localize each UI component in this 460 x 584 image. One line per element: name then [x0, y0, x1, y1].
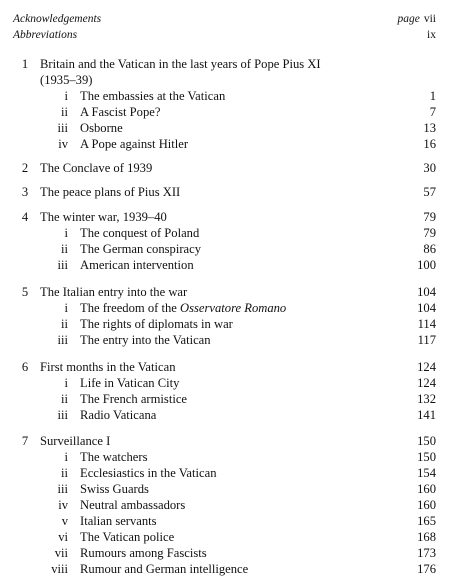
- page-number: 150: [417, 450, 436, 464]
- page-number: 104: [417, 301, 436, 315]
- section-title: Swiss Guards: [80, 482, 149, 496]
- toc-front-title: Acknowledgements: [13, 13, 102, 25]
- toc-section[interactable]: [0, 561, 460, 577]
- toc-chapter-6[interactable]: [0, 359, 460, 375]
- chapter-number: 2: [21, 161, 29, 175]
- section-numeral: i: [64, 89, 68, 103]
- page-number: 176: [417, 562, 436, 576]
- chapter-title: The winter war, 1939–40: [40, 210, 167, 224]
- section-title: A Pope against Hitler: [80, 137, 189, 151]
- section-title: Italian servants: [80, 514, 157, 528]
- page-number: 100: [417, 258, 436, 272]
- page-number: 132: [417, 392, 436, 406]
- toc-section[interactable]: [0, 449, 460, 465]
- toc-front-abbreviations[interactable]: [0, 27, 460, 43]
- toc-section[interactable]: [0, 316, 460, 332]
- chapter-number: 3: [21, 185, 29, 199]
- toc-section[interactable]: [0, 391, 460, 407]
- section-numeral: viii: [51, 562, 68, 576]
- toc-chapter-1[interactable]: [0, 56, 460, 72]
- section-title: The conquest of Poland: [80, 226, 200, 240]
- toc-section[interactable]: [0, 88, 460, 104]
- section-numeral: v: [61, 514, 68, 528]
- section-title: Life in Vatican City: [80, 376, 180, 390]
- section-title: [80, 300, 286, 316]
- section-title-prefix: The freedom of the: [80, 301, 181, 315]
- toc-chapter-5[interactable]: [0, 284, 460, 300]
- page-number: 16: [423, 137, 436, 151]
- toc-section[interactable]: [0, 225, 460, 241]
- toc-section[interactable]: [0, 136, 460, 152]
- chapter-title: Surveillance I: [40, 434, 111, 448]
- page-number: 173: [417, 546, 436, 560]
- section-numeral: ii: [61, 317, 68, 331]
- page-prefix: page: [397, 13, 420, 25]
- toc-section[interactable]: [0, 529, 460, 545]
- section-numeral: vi: [58, 530, 68, 544]
- toc-section[interactable]: [0, 120, 460, 136]
- section-title: Rumour and German intelligence: [80, 562, 249, 576]
- chapter-number: 4: [21, 210, 29, 224]
- toc-front-acknowledgements[interactable]: [0, 11, 460, 27]
- chapter-number: 1: [21, 57, 29, 71]
- toc-section[interactable]: [0, 407, 460, 423]
- toc-section[interactable]: [0, 513, 460, 529]
- section-title: American intervention: [80, 258, 194, 272]
- page-number: 150: [417, 434, 436, 448]
- page-number: 160: [417, 498, 436, 512]
- section-numeral: ii: [61, 105, 68, 119]
- section-numeral: iii: [57, 121, 68, 135]
- toc-chapter-7[interactable]: [0, 433, 460, 449]
- section-title: The Vatican police: [80, 530, 175, 544]
- section-numeral: i: [64, 376, 68, 390]
- section-numeral: vii: [54, 546, 68, 560]
- toc-section[interactable]: [0, 257, 460, 273]
- section-numeral: i: [64, 450, 68, 464]
- toc-chapter-3[interactable]: [0, 184, 460, 200]
- section-numeral: iii: [57, 258, 68, 272]
- page-number: 7: [429, 105, 436, 119]
- section-numeral: i: [64, 226, 68, 240]
- chapter-title: The peace plans of Pius XII: [40, 185, 181, 199]
- page-number: 57: [423, 185, 436, 199]
- toc-section[interactable]: [0, 332, 460, 348]
- section-numeral: ii: [61, 466, 68, 480]
- chapter-title: Britain and the Vatican in the last years of Pope Pius XI: [40, 57, 321, 71]
- page-number: 79: [423, 226, 436, 240]
- toc-section[interactable]: [0, 104, 460, 120]
- toc-front-page: [398, 11, 437, 27]
- chapter-number: 5: [21, 285, 29, 299]
- section-numeral: i: [64, 301, 68, 315]
- section-numeral: iii: [57, 333, 68, 347]
- section-numeral: ii: [61, 392, 68, 406]
- newspaper-title: Osservatore Romano: [180, 301, 287, 315]
- page-number: 104: [417, 285, 436, 299]
- toc-section[interactable]: [0, 497, 460, 513]
- page-number: 124: [417, 360, 436, 374]
- page-number: 154: [417, 466, 436, 480]
- page-number: 141: [417, 408, 436, 422]
- section-title: The German conspiracy: [80, 242, 201, 256]
- page-number: 13: [423, 121, 436, 135]
- page-number: 86: [423, 242, 436, 256]
- toc-section[interactable]: [0, 241, 460, 257]
- toc-chapter-1-continued: [0, 72, 460, 88]
- section-title: Neutral ambassadors: [80, 498, 186, 512]
- section-numeral: iii: [57, 482, 68, 496]
- page-number: 1: [429, 89, 436, 103]
- chapter-title: First months in the Vatican: [40, 360, 176, 374]
- toc-front-page: ix: [427, 29, 436, 41]
- toc-section[interactable]: [0, 375, 460, 391]
- chapter-number: 6: [21, 360, 29, 374]
- page-number: 117: [417, 333, 436, 347]
- section-title: The French armistice: [80, 392, 188, 406]
- toc-chapter-2[interactable]: [0, 160, 460, 176]
- toc-section[interactable]: [0, 481, 460, 497]
- section-title: Rumours among Fascists: [80, 546, 207, 560]
- page-number: 168: [417, 530, 436, 544]
- page-number: 30: [423, 161, 436, 175]
- section-title: The entry into the Vatican: [80, 333, 211, 347]
- chapter-title: The Italian entry into the war: [40, 285, 188, 299]
- section-numeral: iv: [58, 137, 68, 151]
- page-number: 79: [423, 210, 436, 224]
- page-number: 114: [417, 317, 436, 331]
- toc-chapter-4[interactable]: [0, 209, 460, 225]
- section-numeral: iv: [58, 498, 68, 512]
- section-title: A Fascist Pope?: [80, 105, 161, 119]
- page-number: vii: [423, 13, 436, 25]
- page-number: 160: [417, 482, 436, 496]
- toc-section[interactable]: [0, 545, 460, 561]
- section-title: Osborne: [80, 121, 123, 135]
- section-title: Radio Vaticana: [80, 408, 157, 422]
- section-numeral: iii: [57, 408, 68, 422]
- toc-front-title: Abbreviations: [13, 29, 78, 41]
- section-numeral: ii: [61, 242, 68, 256]
- chapter-title-continued: (1935–39): [40, 73, 93, 87]
- section-title: The embassies at the Vatican: [80, 89, 226, 103]
- section-title: The watchers: [80, 450, 148, 464]
- chapter-number: 7: [21, 434, 29, 448]
- page-number: 165: [417, 514, 436, 528]
- page-number: 124: [417, 376, 436, 390]
- chapter-title: The Conclave of 1939: [40, 161, 153, 175]
- section-title: The rights of diplomats in war: [80, 317, 233, 331]
- section-title: Ecclesiastics in the Vatican: [80, 466, 217, 480]
- toc-section[interactable]: [0, 465, 460, 481]
- toc-section[interactable]: [0, 300, 460, 316]
